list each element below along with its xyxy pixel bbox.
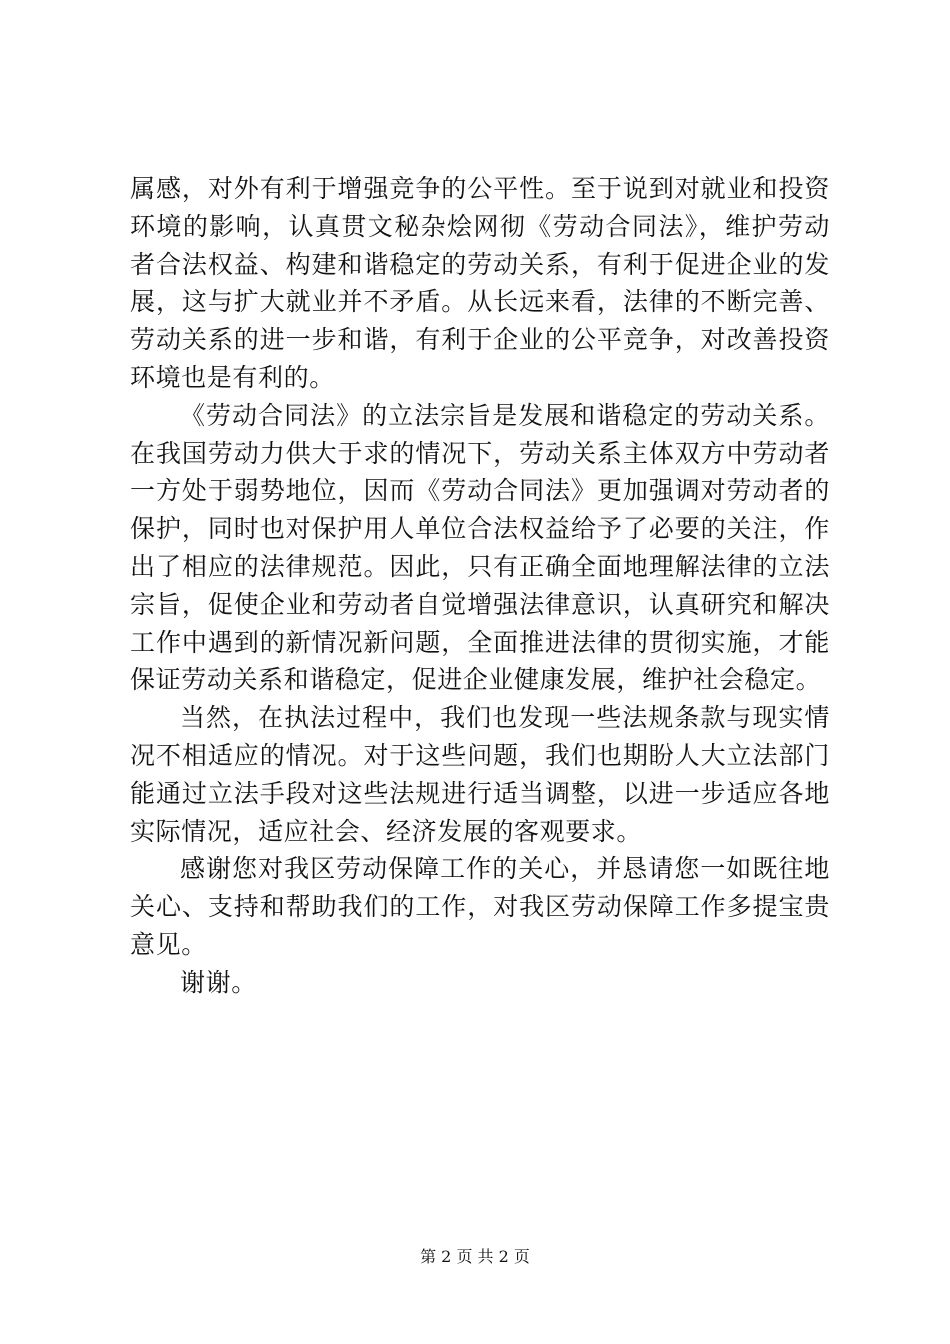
document-body [130, 170, 830, 1002]
paragraph-enforcement-issues: 当然，在执法过程中，我们也发现一些法规条款与现实情况不相适应的情况。对于这些问题，我们也期盼人大立法部门能通过立法手段对这些法规进行适当调整，以进一步适应各地实际情况，适应社会、经济发展的客观要求。 [130, 703, 830, 846]
paragraph-closing: 谢谢。 [180, 967, 257, 997]
page-number-footer: 第 2 页 共 2 页 [420, 1247, 530, 1266]
paragraph-continuation: 属感，对外有利于增强竞争的公平性。至于说到对就业和投资环境的影响，认真贯文秘杂烩网彻《劳动合同法》，维护劳动者合法权益、构建和谐稳定的劳动关系，有利于促进企业的发展，这与扩大就业并不矛盾。从长远来看，法律的不断完善、劳动关系的进一步和谐，有利于企业的公平竞争，对改善投资环境也是有利的。 [130, 174, 830, 392]
paragraph-legislative-purpose: 《劳动合同法》的立法宗旨是发展和谐稳定的劳动关系。在我国劳动力供大于求的情况下，劳动关系主体双方中劳动者一方处于弱势地位，因而《劳动合同法》更加强调对劳动者的保护，同时也对保护用人单位合法权益给予了必要的关注，作出了相应的法律规范。因此，只有正确全面地理解法律的立法宗旨，促使企业和劳动者自觉增强法律意识，认真研究和解决工作中遇到的新情况新问题，全面推进法律的贯彻实施，才能保证劳动关系和谐稳定，促进企业健康发展，维护社会稳定。 [130, 400, 830, 695]
paragraph-thanks-request: 感谢您对我区劳动保障工作的关心，并恳请您一如既往地关心、支持和帮助我们的工作，对我区劳动保障工作多提宝贵意见。 [130, 854, 830, 959]
